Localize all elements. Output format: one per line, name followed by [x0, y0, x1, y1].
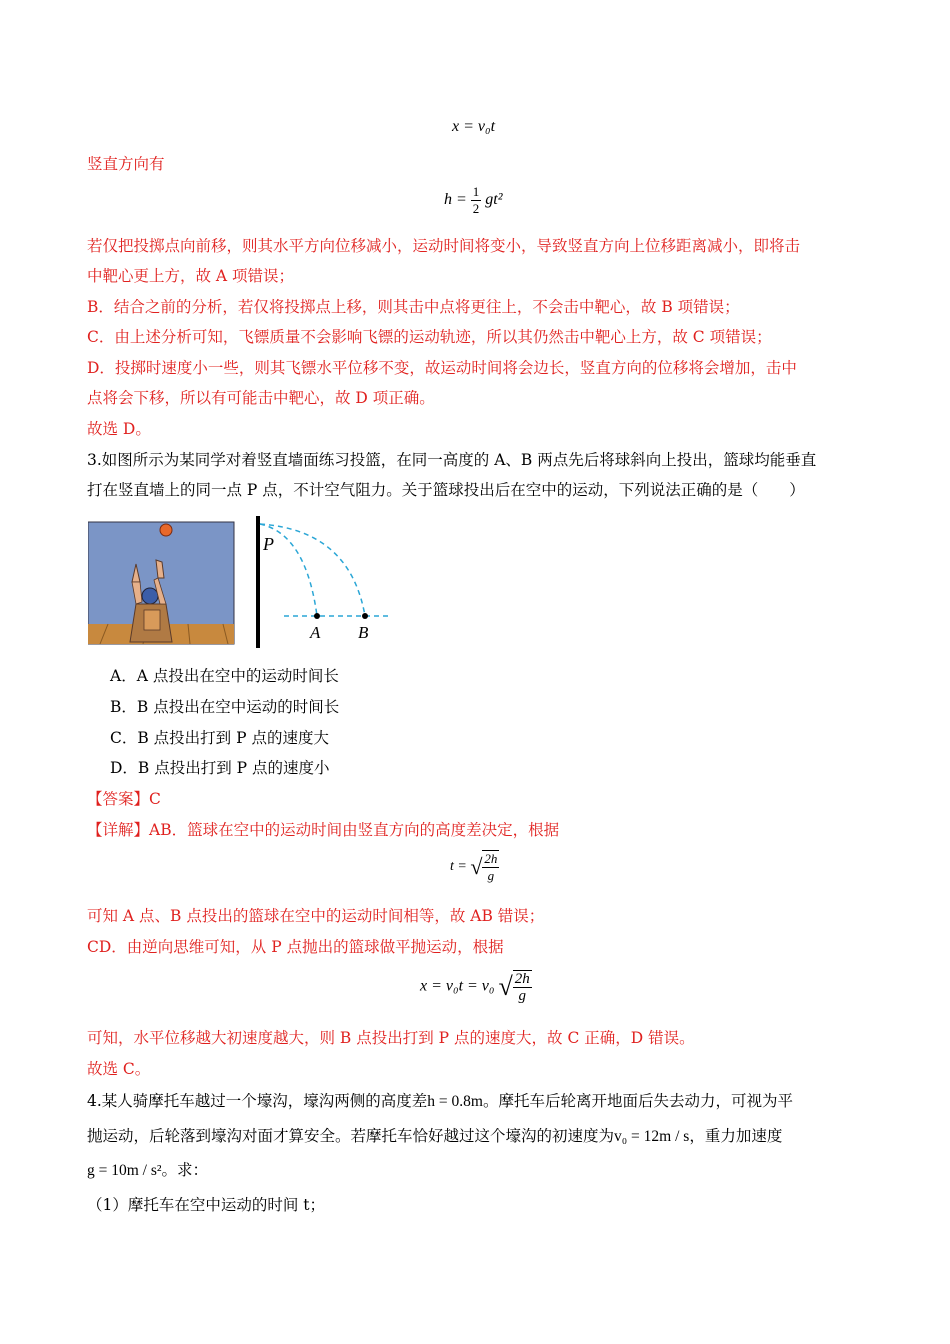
fraction-denominator: 2	[472, 201, 480, 216]
fraction-denominator: g	[518, 988, 526, 1004]
option-b: B．B 点投出在空中运动的时间长	[110, 698, 340, 716]
label-b: B	[358, 623, 369, 642]
text-line: 可知 A 点、B 点投出的篮球在空中的运动时间相等，故 AB 错误；	[87, 907, 545, 925]
basketball-player-picture	[88, 522, 234, 644]
detail-line: 【详解】AB．篮球在空中的运动时间由竖直方向的高度差决定，根据	[87, 821, 560, 839]
text-line: 故选 D。	[87, 420, 151, 438]
formula-lhs: x = v₀t = v₀	[420, 977, 495, 995]
option-c: C．B 点投出打到 P 点的速度大	[110, 729, 329, 747]
text-line: CD．由逆向思维可知，从 P 点抛出的篮球做平抛运动，根据	[87, 938, 504, 956]
text-line: D．投掷时速度小一些，则其飞镖水平位移不变，故运动时间将会边长，竖直方向的位移将会增加，击中	[87, 359, 797, 377]
fraction	[471, 184, 482, 217]
question-4-line1	[87, 1091, 793, 1112]
text-segment: 抛运动，后轮落到壕沟对面才算安全。若摩托车恰好越过这个壕沟的初速度为	[87, 1127, 615, 1145]
question-4-line2	[87, 1126, 782, 1147]
text-segment: 4.某人骑摩托车越过一个壕沟，壕沟两侧的高度差	[87, 1092, 428, 1110]
formula-t-sqrt: t = √ $\frac{2h}{g}$	[450, 851, 498, 883]
text-segment: 。求：	[161, 1161, 209, 1179]
velocity-value: v₀ = 12m / s	[614, 1128, 690, 1145]
formula-lhs: h =	[444, 191, 467, 209]
text-line: 可知，水平位移越大初速度越大，则 B 点投出打到 P 点的速度大，故 C 正确，D 错误。	[87, 1029, 695, 1047]
label-a: A	[310, 623, 321, 642]
text-line: 中靶心更上方，故 A 项错误；	[87, 267, 295, 285]
fraction-denominator: g	[487, 868, 495, 883]
text-line: B．结合之前的分析，若仅将投掷点上移，则其击中点将更往上，不会击中靶心，故 B 项错误；	[87, 298, 740, 316]
formula-h-half-gt2	[444, 184, 503, 217]
text-line: 点将会下移，所以有可能击中靶心，故 D 项正确。	[87, 389, 435, 407]
point-b	[362, 613, 368, 619]
question-4-line3	[87, 1160, 208, 1181]
formula-x-v0-sqrt: x = v₀t = v₀ √ $\frac{2h}{g}$	[420, 971, 530, 1004]
fraction-numerator: 2h	[484, 851, 498, 866]
option-a: A．A 点投出在空中的运动时间长	[110, 667, 339, 685]
trajectory-b	[260, 524, 365, 616]
question-3-stem-line2: 打在竖直墙上的同一点 P 点，不计空气阻力。关于篮球投出后在空中的运动，下列说法正确的是（ ）	[87, 481, 805, 499]
basketball-wall-figure	[88, 512, 398, 652]
option-d: D．B 点投出打到 P 点的速度小	[110, 759, 330, 777]
question-3-stem-line1: 3.如图所示为某同学对着竖直墙面练习投篮，在同一高度的 A、B 两点先后将球斜向上投出，篮球均能垂直	[87, 451, 817, 469]
text-line: C．由上述分析可知，飞镖质量不会影响飞镖的运动轨迹，所以其仍然击中靶心上方，故 C 项错误；	[87, 328, 772, 346]
text-segment: 。摩托车后轮离开地面后失去动力，可视为平	[482, 1092, 793, 1110]
point-a	[314, 613, 320, 619]
fraction-numerator: 2h	[514, 971, 530, 987]
gravity-value: g = 10m / s²	[87, 1162, 162, 1179]
fraction-numerator: 1	[472, 184, 480, 199]
text-line: 竖直方向有	[87, 155, 165, 173]
text-line: 故选 C。	[87, 1060, 151, 1078]
text-line: 若仅把投掷点向前移，则其水平方向位移减小，运动时间将变小，导致竖直方向上位移距离减小，即将击	[87, 237, 801, 255]
formula-rhs: gt²	[485, 191, 503, 209]
question-4-sub1: （1）摩托车在空中运动的时间 t；	[87, 1196, 326, 1214]
height-value: h = 0.8m	[427, 1093, 483, 1110]
label-p: P	[263, 534, 274, 554]
text-segment: ，重力加速度	[689, 1127, 783, 1145]
formula-x-v0t: x = v₀t	[452, 118, 496, 135]
formula-lhs: t =	[450, 859, 467, 875]
answer-label: 【答案】C	[87, 790, 161, 808]
fraction	[482, 850, 499, 884]
fraction	[513, 970, 532, 1004]
